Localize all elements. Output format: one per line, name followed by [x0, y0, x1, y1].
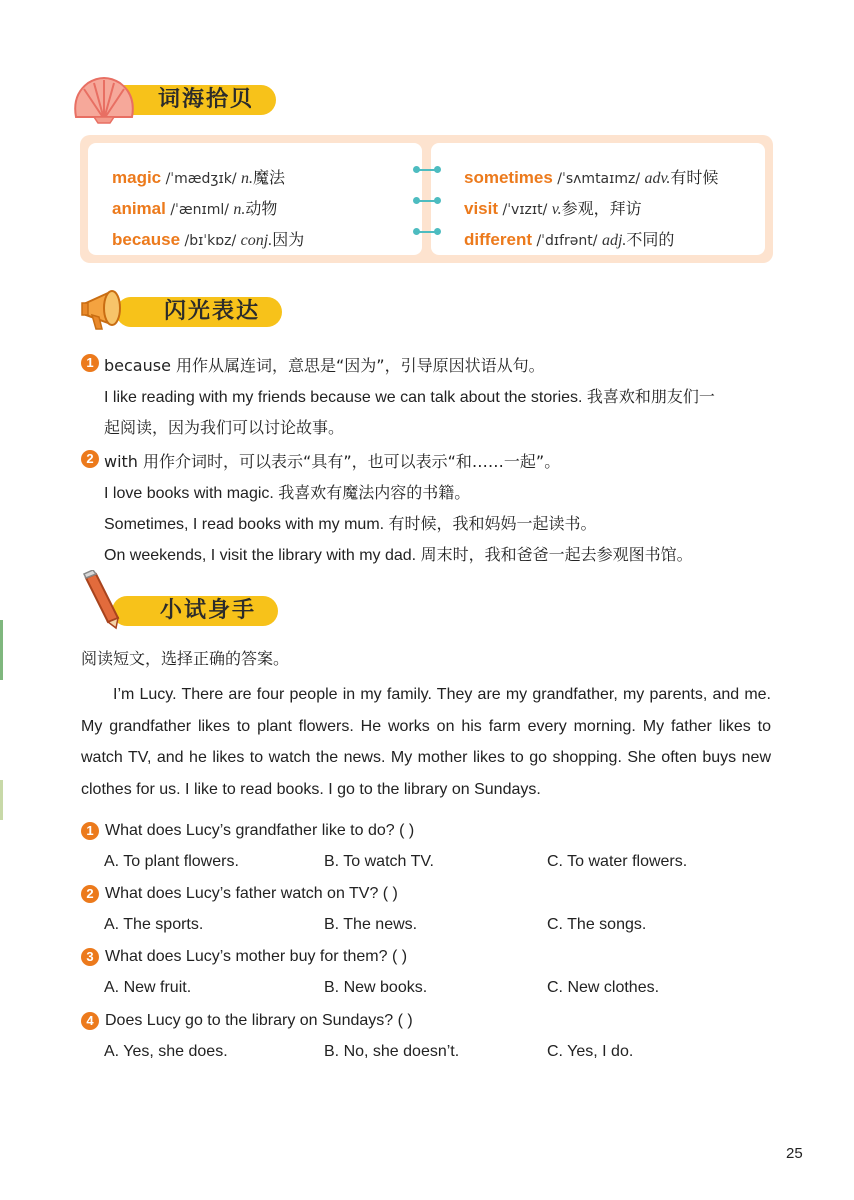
question-text: Does Lucy go to the library on Sundays? ( )	[105, 1012, 413, 1029]
answer-option[interactable]: B. No, she doesn’t.	[324, 1043, 460, 1060]
edge-marker	[0, 620, 3, 680]
answer-option[interactable]: A. Yes, she does.	[104, 1043, 228, 1060]
vocab-section-title: 词海拾贝	[110, 85, 276, 115]
vocab-connector	[416, 169, 438, 171]
expression-section-title: 闪光表达	[116, 297, 282, 327]
example-sentence: Sometimes, I read books with my mum. 有时候，我和妈妈一起读书。	[104, 516, 597, 533]
answer-option[interactable]: B. The news.	[324, 916, 418, 933]
practice-instruction: 阅读短文，选择正确的答案。	[81, 649, 290, 668]
megaphone-icon	[78, 283, 142, 337]
question-number-badge: 2	[81, 885, 99, 903]
page-number: 25	[786, 1145, 803, 1162]
vocab-phonetic: /ˈvɪzɪt/	[502, 202, 548, 218]
answer-option[interactable]: C. To water flowers.	[547, 853, 688, 870]
vocab-entry	[464, 196, 642, 219]
point-rule: because 用作从属连词，意思是“因为”，引导原因状语从句。	[104, 356, 545, 375]
vocab-meaning: 参观，拜访	[561, 199, 642, 218]
vocab-card-left	[88, 143, 422, 255]
vocab-word: animal	[112, 199, 166, 218]
vocab-connector	[416, 231, 438, 233]
point-number-badge: 1	[81, 354, 99, 372]
passage-text: I’m Lucy. There are four people in my family. They are my grandfather, my parents, and me. My grandfather likes to plant flowers. He works on his farm every morning. My father likes to watch TV, and he likes to watch the news. My mother likes to go shopping. She often buys new clothes for us. I like to read books. I go to the library on Sundays.	[81, 686, 771, 798]
vocab-word: because	[112, 230, 181, 249]
vocab-phonetic: /ˈdɪfrənt/	[536, 233, 598, 249]
answer-option[interactable]: B. To watch TV.	[324, 853, 434, 870]
point-number-badge: 2	[81, 450, 99, 468]
practice-section-header	[78, 586, 278, 636]
example-sentence: I love books with magic. 我喜欢有魔法内容的书籍。	[104, 485, 471, 502]
edge-marker	[0, 780, 3, 820]
vocab-part-of-speech: conj.	[240, 232, 273, 249]
vocab-part-of-speech: n.	[241, 170, 253, 187]
vocab-meaning: 不同的	[626, 230, 675, 249]
vocab-connector	[416, 200, 438, 202]
expression-section-header	[78, 287, 278, 337]
example-sentence: I like reading with my friends because we can talk about the stories. 我喜欢和朋友们一	[104, 389, 715, 406]
seashell-icon	[70, 75, 138, 125]
vocab-entry	[112, 165, 285, 188]
vocab-word: visit	[464, 199, 499, 218]
vocab-part-of-speech: v.	[551, 201, 562, 218]
vocab-card-right	[431, 143, 765, 255]
question-text: What does Lucy’s mother buy for them? ( )	[105, 948, 408, 965]
answer-option[interactable]: C. New clothes.	[547, 979, 660, 996]
vocab-meaning: 动物	[245, 199, 278, 218]
vocab-part-of-speech: n.	[233, 201, 246, 218]
vocab-phonetic: /ˈsʌmtaɪmz/	[557, 171, 641, 187]
vocab-phonetic: /bɪˈkɒz/	[184, 233, 237, 249]
vocab-panel	[80, 135, 773, 263]
vocab-word: different	[464, 230, 532, 249]
vocab-meaning: 魔法	[253, 168, 286, 187]
question-text: What does Lucy’s grandfather like to do? ( )	[105, 822, 415, 839]
answer-option[interactable]: C. Yes, I do.	[547, 1043, 634, 1060]
question-number-badge: 3	[81, 948, 99, 966]
answer-option[interactable]: C. The songs.	[547, 916, 647, 933]
question-number-badge: 1	[81, 822, 99, 840]
question-number-badge: 4	[81, 1012, 99, 1030]
vocab-entry	[464, 165, 718, 188]
question-text: What does Lucy’s father watch on TV? ( )	[105, 885, 398, 902]
vocab-word: magic	[112, 168, 162, 187]
vocab-entry	[112, 227, 304, 250]
vocab-section-header	[70, 75, 270, 125]
vocab-phonetic: /ˈmædʒɪk/	[165, 171, 237, 187]
vocab-meaning: 有时候	[670, 168, 719, 187]
vocab-phonetic: /ˈænɪml/	[170, 202, 229, 218]
vocab-part-of-speech: adj.	[601, 232, 627, 249]
vocab-meaning: 因为	[272, 230, 305, 249]
vocab-entry	[112, 196, 277, 219]
example-sentence: On weekends, I visit the library with my dad. 周末时，我和爸爸一起去参观图书馆。	[104, 547, 693, 564]
point-rule: with 用作介词时，可以表示“具有”，也可以表示“和……一起”。	[104, 452, 561, 471]
answer-option[interactable]: B. New books.	[324, 979, 428, 996]
example-sentence: 起阅读，因为我们可以讨论故事。	[104, 418, 345, 437]
vocab-entry	[464, 227, 674, 250]
practice-section-title: 小试身手	[112, 596, 278, 626]
reading-passage	[81, 679, 771, 805]
vocab-part-of-speech: adv.	[644, 170, 671, 187]
answer-option[interactable]: A. The sports.	[104, 916, 204, 933]
vocab-word: sometimes	[464, 168, 553, 187]
pencil-icon	[78, 570, 126, 630]
answer-option[interactable]: A. To plant flowers.	[104, 853, 239, 870]
answer-option[interactable]: A. New fruit.	[104, 979, 192, 996]
